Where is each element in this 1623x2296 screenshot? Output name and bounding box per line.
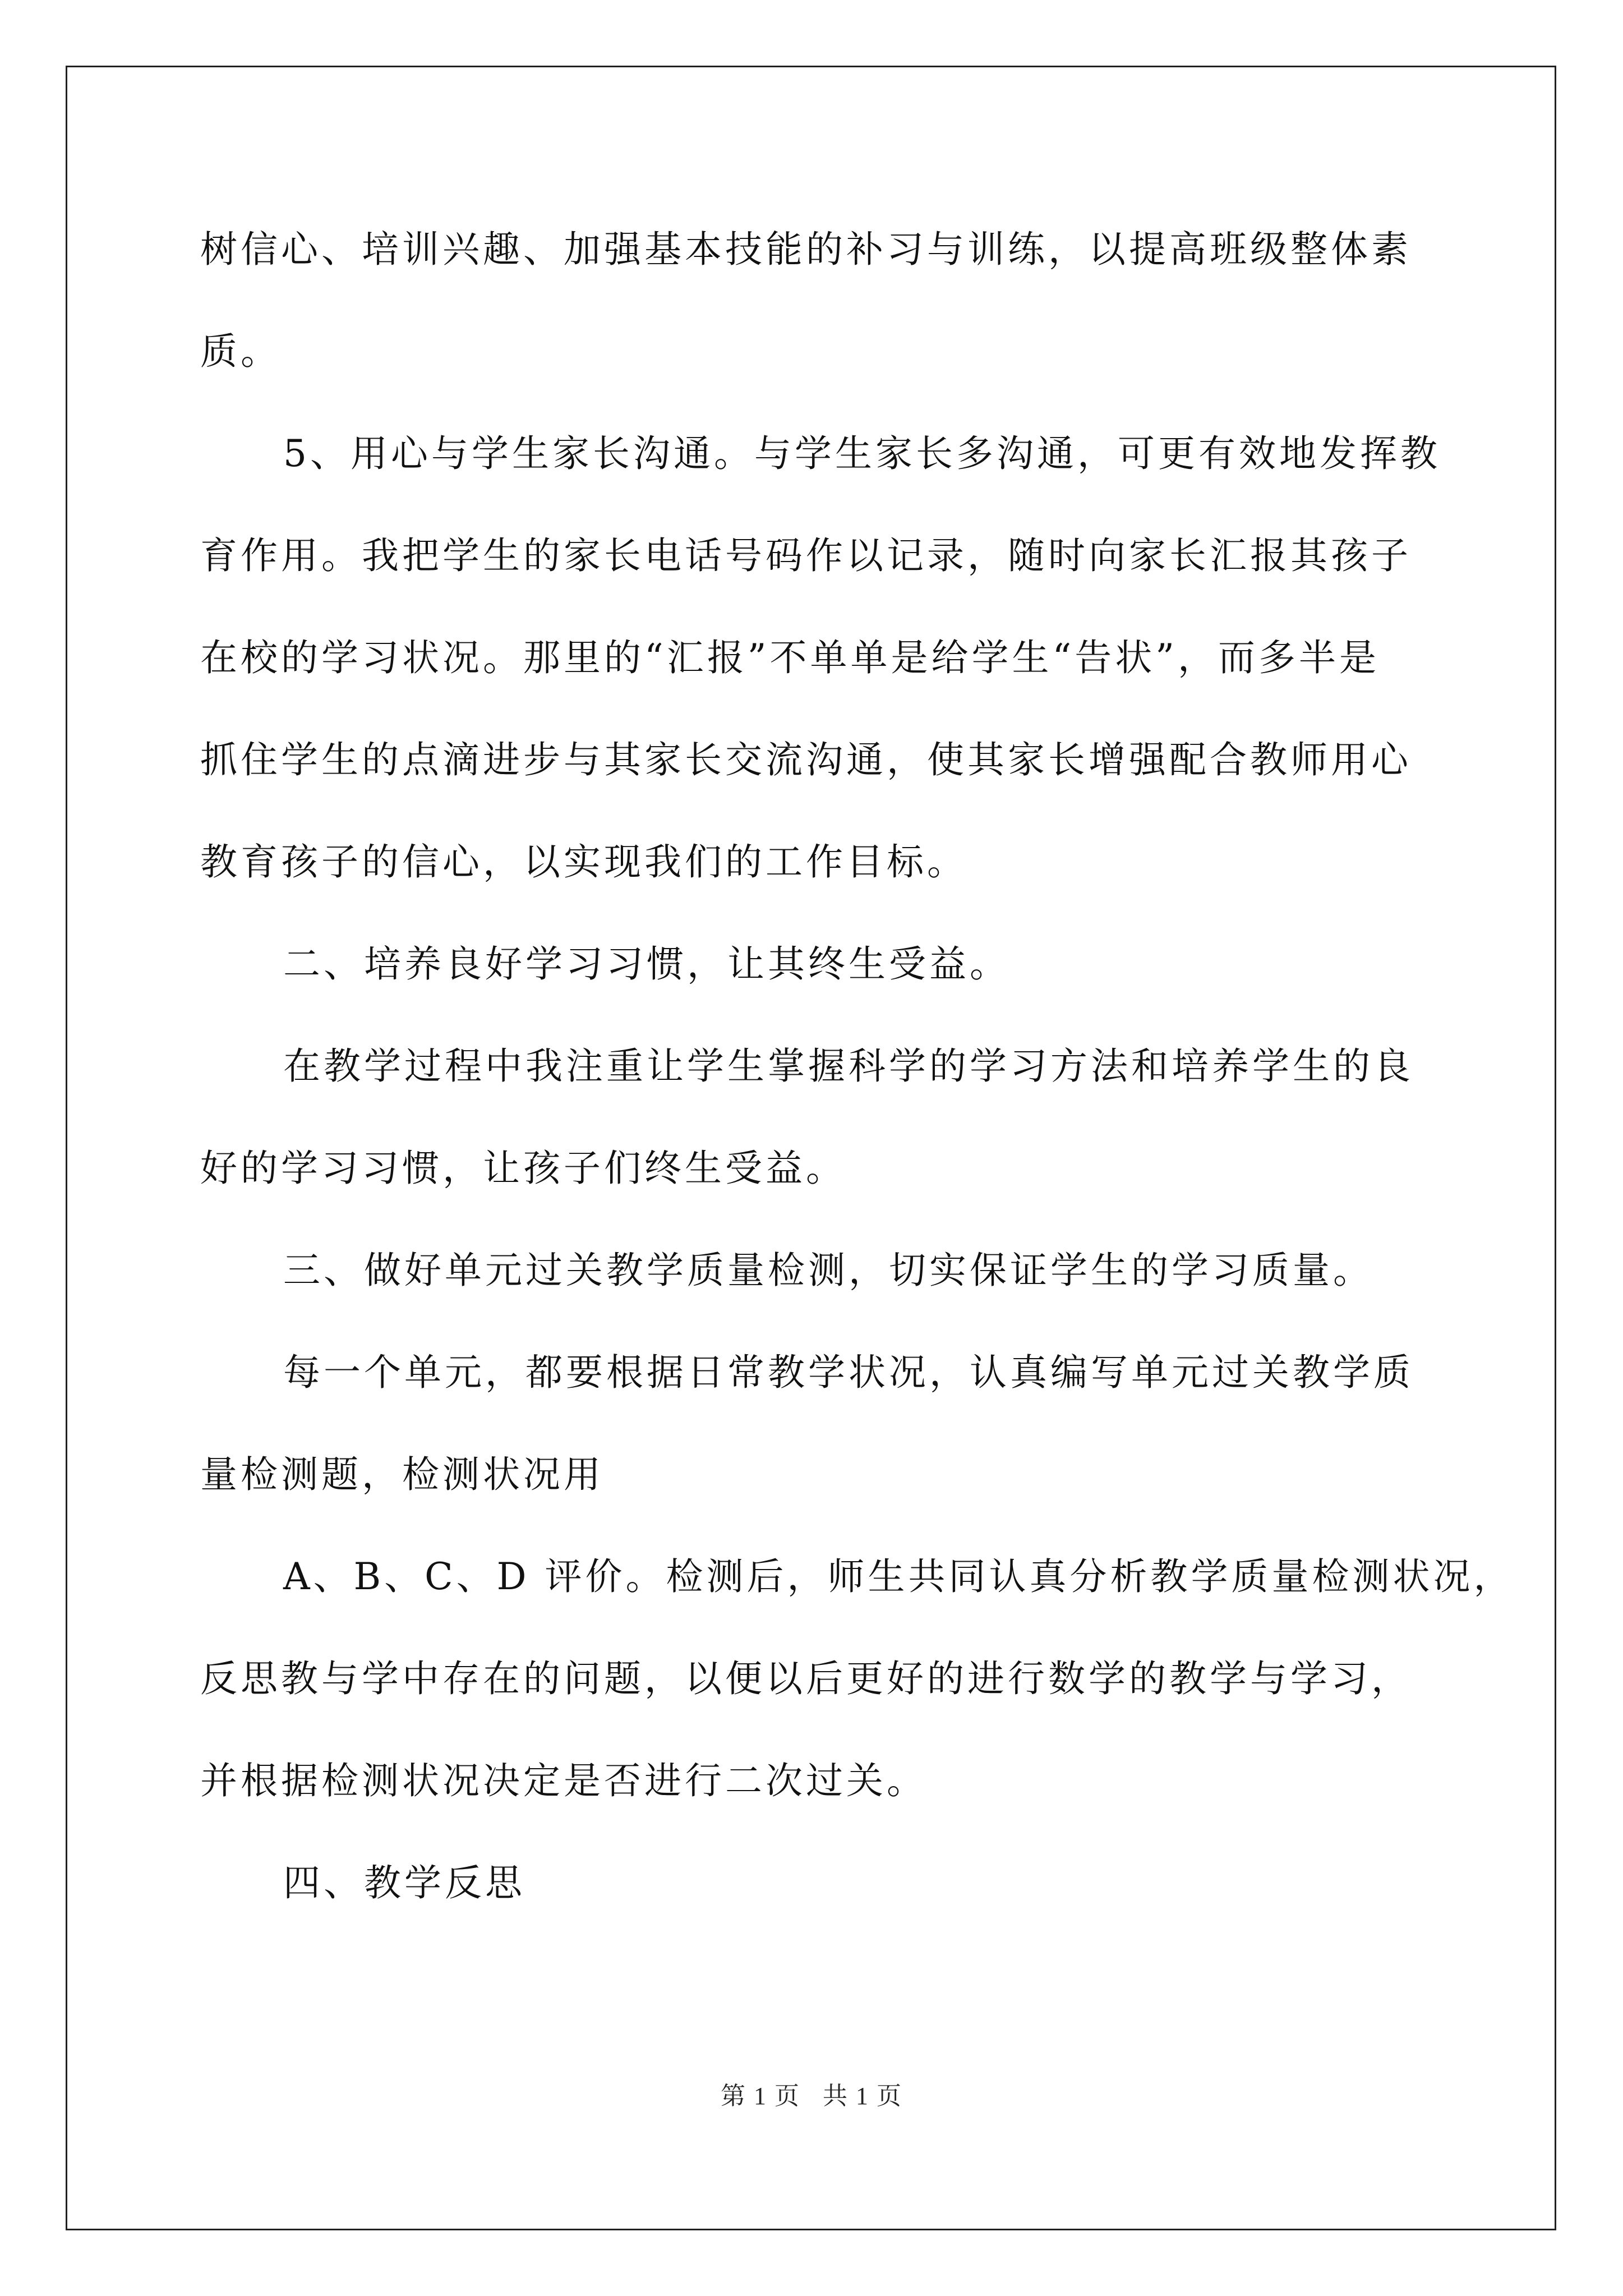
- document-body: [200, 199, 1514, 1934]
- body-line-7: 教育孩子的信心，以实现我们的工作目标。: [200, 840, 967, 884]
- section-heading-2: 二、培养良好学习习惯，让其终生受益。: [283, 942, 1010, 986]
- body-line-15: 反思教与学中存在的问题，以便以后更好的进行数学的教学与学习，: [200, 1657, 1412, 1700]
- body-line-10: 好的学习习惯，让孩子们终生受益。: [200, 1147, 846, 1190]
- body-line-16: 并根据检测状况决定是否进行二次过关。: [200, 1759, 927, 1802]
- body-line-14: A、B、C、D 评价。检测后，师生共同认真分析教学质量检测状况，: [283, 1555, 1514, 1598]
- page-footer: [0, 2076, 1623, 2111]
- body-line-13: 量检测题，检测状况用: [200, 1453, 604, 1496]
- body-line-1: 树信心、培训兴趣、加强基本技能的补习与训练，以提高班级整体素: [200, 228, 1412, 271]
- page-number-current: 第 1 页: [721, 2082, 800, 2110]
- body-line-6: 抓住学生的点滴进步与其家长交流沟通，使其家长增强配合教师用心: [200, 738, 1412, 781]
- body-line-3: 5、用心与学生家长沟通。与学生家长多沟通，可更有效地发挥教: [283, 432, 1441, 475]
- body-line-5: 在校的学习状况。那里的“汇报”不单单是给学生“告状”，而多半是: [200, 636, 1380, 679]
- page-number-total: 共 1 页: [823, 2082, 902, 2110]
- body-line-12: 每一个单元，都要根据日常教学状况，认真编写单元过关教学质: [283, 1351, 1414, 1394]
- section-heading-4: 四、教学反思: [283, 1861, 525, 1904]
- section-heading-3: 三、做好单元过关教学质量检测，切实保证学生的学习质量。: [283, 1249, 1373, 1292]
- body-line-2: 质。: [200, 330, 281, 373]
- body-line-4: 育作用。我把学生的家长电话号码作以记录，随时向家长汇报其孩子: [200, 534, 1412, 577]
- body-line-9: 在教学过程中我注重让学生掌握科学的学习方法和培养学生的良: [283, 1045, 1414, 1088]
